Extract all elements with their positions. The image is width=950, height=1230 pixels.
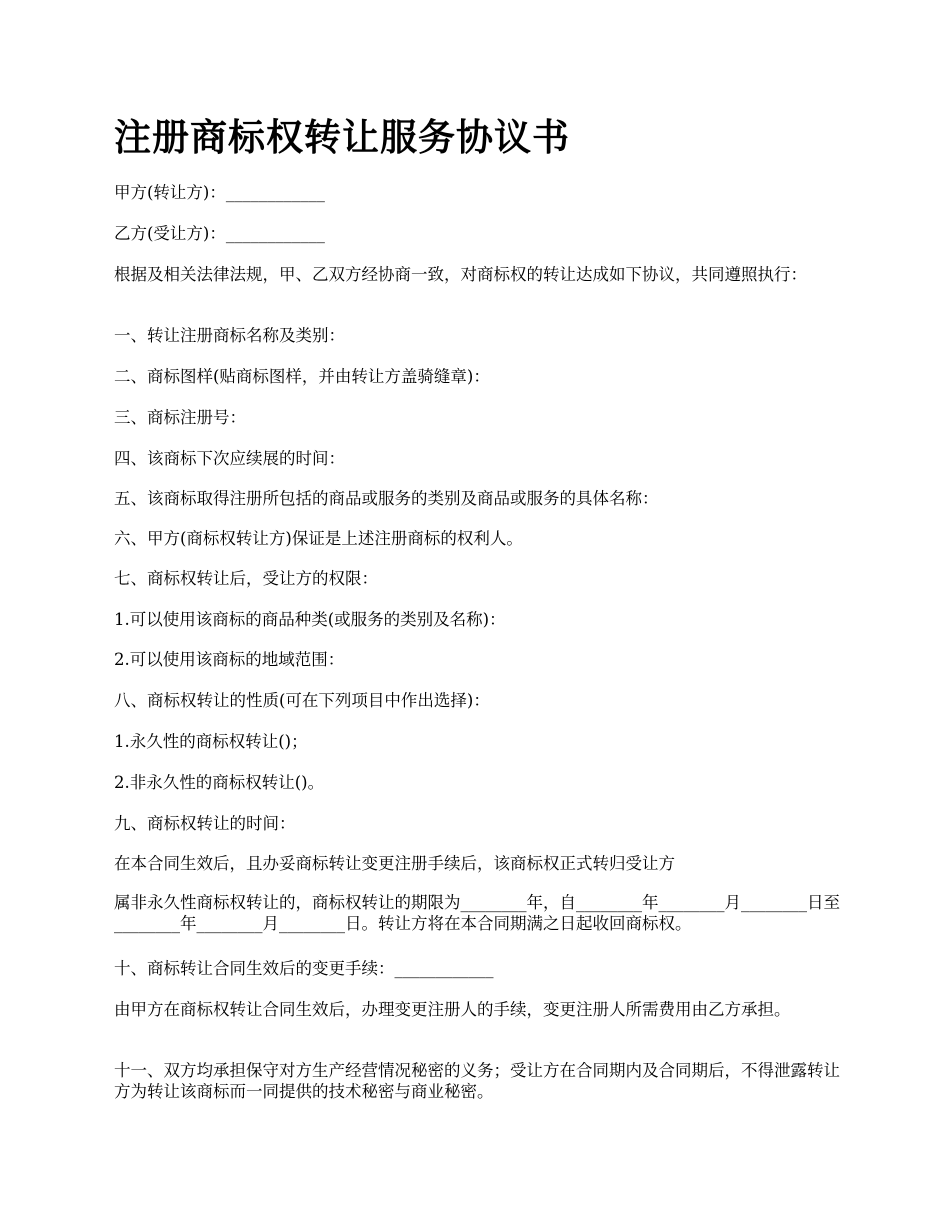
clause-5: 五、该商标取得注册所包括的商品或服务的类别及商品或服务的具体名称： — [114, 489, 659, 508]
clause-10: 十、商标转让合同生效后的变更手续：____________ — [114, 959, 494, 978]
clause-8-item-1: 1.永久性的商标权转让()； — [114, 732, 308, 751]
clause-3: 三、商标注册号： — [114, 408, 246, 427]
party-a-line: 甲方(转让方)：____________ — [114, 183, 325, 202]
clause-8: 八、商标权转让的性质(可在下列项目中作出选择)： — [114, 691, 490, 710]
clause-6: 六、甲方(商标权转让方)保证是上述注册商标的权利人。 — [114, 529, 523, 548]
clause-8-item-2: 2.非永久性的商标权转让()。 — [114, 773, 325, 792]
clause-7-item-1: 1.可以使用该商标的商品种类(或服务的类别及名称)： — [114, 610, 506, 629]
party-b-line: 乙方(受让方)：____________ — [114, 224, 325, 243]
clause-11: 十一、双方均承担保守对方生产经营情况秘密的义务；受让方在合同期内及合同期后，不得泄露转让方为转让该商标而一同提供的技术秘密与商业秘密。 — [114, 1061, 840, 1101]
clause-9-text-2: 属非永久性商标权转让的，商标权转让的期限为________年，自________年________月________日至________年________月________日。转让方将在本合同期满之日起收回商标权。 — [114, 893, 840, 933]
clause-7: 七、商标权转让后，受让方的权限： — [114, 569, 378, 588]
clause-7-item-2: 2.可以使用该商标的地域范围： — [114, 650, 345, 669]
clause-9-text-1: 在本合同生效后，且办妥商标转让变更注册手续后，该商标权正式转归受让方 — [114, 854, 675, 873]
clause-10-text: 由甲方在商标权转让合同生效后，办理变更注册人的手续，变更注册人所需费用由乙方承担。 — [114, 1000, 791, 1019]
preamble-paragraph: 根据及相关法律法规，甲、乙双方经协商一致，对商标权的转让达成如下协议，共同遵照执行： — [114, 265, 807, 284]
clause-4: 四、该商标下次应续展的时间： — [114, 449, 345, 468]
clause-1: 一、转让注册商标名称及类别： — [114, 326, 345, 345]
clause-9: 九、商标权转让的时间： — [114, 814, 296, 833]
clause-2: 二、商标图样(贴商标图样，并由转让方盖骑缝章)： — [114, 367, 490, 386]
document-title: 注册商标权转让服务协议书 — [114, 115, 570, 159]
